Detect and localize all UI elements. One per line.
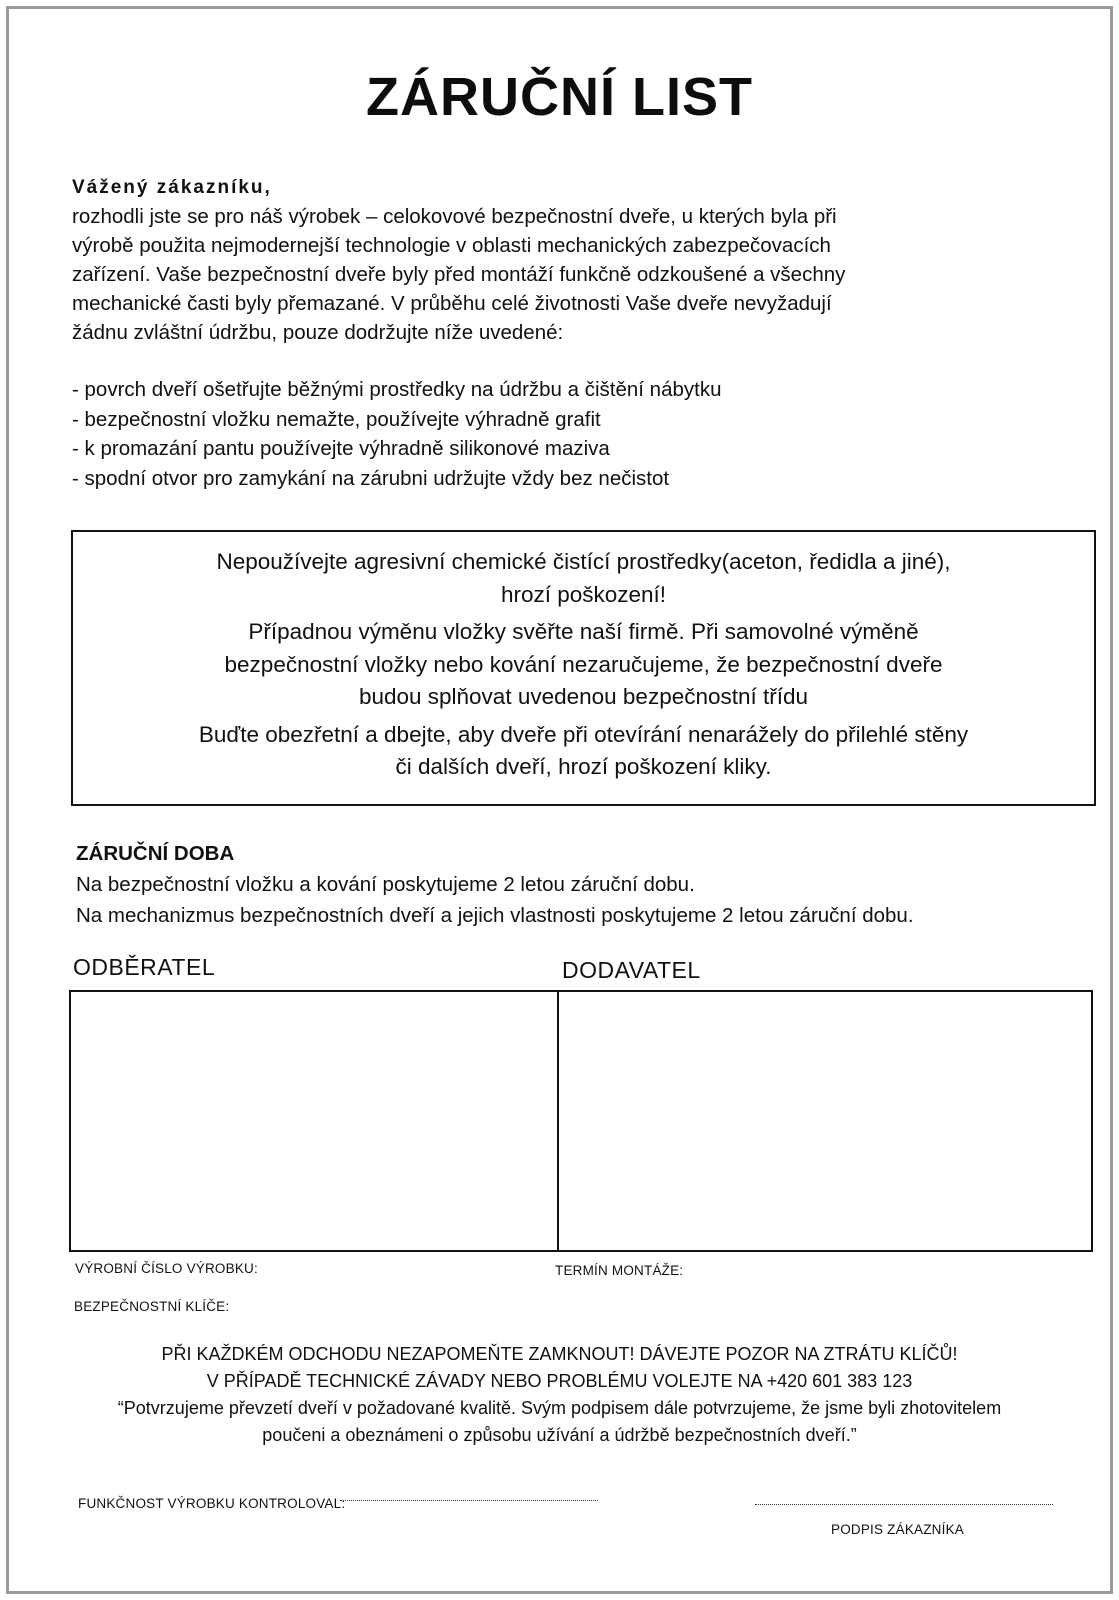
warning-line: či dalších dveří, hrozí poškození kliky. bbox=[395, 754, 772, 779]
intro-line: žádnu zvláštní údržbu, pouze dodržujte níže uvedené: bbox=[72, 321, 564, 344]
document-title: ZÁRUČNÍ LIST bbox=[366, 67, 753, 127]
warning-lock-replacement bbox=[73, 616, 1094, 714]
warning-line: budou splňovat uvedenou bezpečnostní třídu bbox=[358, 684, 809, 709]
customer-signature-line[interactable] bbox=[755, 1504, 1053, 1505]
intro-line: zařízení. Vaše bezpečnostní dveře byly před montáží funkčně odzkoušené a všechny bbox=[72, 263, 846, 286]
intro-section bbox=[72, 173, 952, 347]
rule-item: - spodní otvor pro zamykání na zárubni udržujte vždy bez nečistot bbox=[72, 466, 670, 490]
warning-line: Nepoužívejte agresivní chemické čistící prostředky(aceton, ředidla a jiné), bbox=[216, 549, 951, 574]
rule-item: - k promazání pantu používejte výhradně silikonové maziva bbox=[72, 437, 610, 460]
checked-by-line[interactable] bbox=[340, 1500, 598, 1501]
buyer-stamp-box[interactable] bbox=[69, 990, 559, 1252]
warning-box bbox=[71, 530, 1096, 806]
supplier-label: DODAVATEL bbox=[562, 957, 701, 983]
rule-item: - bezpečnostní vložku nemažte, používejte výhradně grafit bbox=[72, 407, 601, 431]
rule-item: - povrch dveří ošetřujte běžnými prostředky na údržbu a čištění nábytku bbox=[72, 378, 722, 401]
warning-line: hrozí poškození! bbox=[500, 581, 667, 607]
intro-line: rozhodli jste se pro náš výrobek – celokovové bezpečnostní dveře, u kterých byla při bbox=[72, 205, 837, 228]
serial-number-label: VÝROBNÍ ČÍSLO VÝROBKU: bbox=[75, 1261, 258, 1276]
maintenance-rules-list bbox=[72, 375, 972, 493]
warning-line: Buďte obezřetní a dbejte, aby dveře při otevírání nenarážely do přilehlé stěny bbox=[198, 721, 969, 747]
checked-by-label: FUNKČNOST VÝROBKU KONTROLOVAL: bbox=[78, 1496, 346, 1511]
notice-lock-reminder: PŘI KAŽDKÉM ODCHODU NEZAPOMEŇTE ZAMKNOUT! DÁVEJTE POZOR NA ZTRÁTU KLÍČŮ! bbox=[161, 1344, 958, 1364]
buyer-label: ODBĚRATEL bbox=[73, 954, 216, 980]
intro-line: výrobě použita nejmodernejší technologie v oblasti mechanických zabezpečovacích bbox=[72, 234, 831, 257]
customer-signature-label: PODPIS ZÁKAZNÍKA bbox=[831, 1522, 964, 1537]
notice-confirmation: “Potvrzujeme převzetí dveří v požadované kvalitě. Svým podpisem dále potvrzujeme, že jsme byli zhotovitelem bbox=[117, 1398, 1002, 1418]
installation-date-label: TERMÍN MONTÁŽE: bbox=[555, 1263, 684, 1278]
security-keys-label: BEZPEČNOSTNÍ KLÍČE: bbox=[74, 1299, 230, 1314]
warning-chemicals bbox=[73, 546, 1094, 611]
supplier-stamp-box[interactable] bbox=[557, 990, 1093, 1252]
warranty-line: Na bezpečnostní vložku a kování poskytujeme 2 letou záruční dobu. bbox=[76, 873, 695, 896]
warranty-line: Na mechanizmus bezpečnostních dveří a jejich vlastnosti poskytujeme 2 letou záruční dobu. bbox=[76, 904, 914, 927]
warning-line: Případnou výměnu vložky svěřte naší firmě. Při samovolné výměně bbox=[248, 619, 919, 644]
warning-handle-damage bbox=[73, 719, 1094, 784]
notice-confirmation-cont: poučeni a obeznámeni o způsobu užívání a údržbě bezpečnostních dveří.” bbox=[262, 1425, 857, 1445]
notice-section bbox=[40, 1341, 1079, 1449]
intro-line: mechanické časti byly přemazané. V průběhu celé životnosti Vaše dveře nevyžadují bbox=[72, 292, 832, 315]
greeting: Vážený zákazníku, bbox=[72, 177, 272, 198]
warranty-heading: ZÁRUČNÍ DOBA bbox=[76, 842, 235, 865]
warning-line: bezpečnostní vložky nebo kování nezaručujeme, že bezpečnostní dveře bbox=[224, 651, 943, 677]
notice-contact: V PŘÍPADĚ TECHNICKÉ ZÁVADY NEBO PROBLÉMU VOLEJTE NA +420 601 383 123 bbox=[206, 1371, 913, 1391]
warranty-period-section bbox=[76, 838, 1036, 931]
